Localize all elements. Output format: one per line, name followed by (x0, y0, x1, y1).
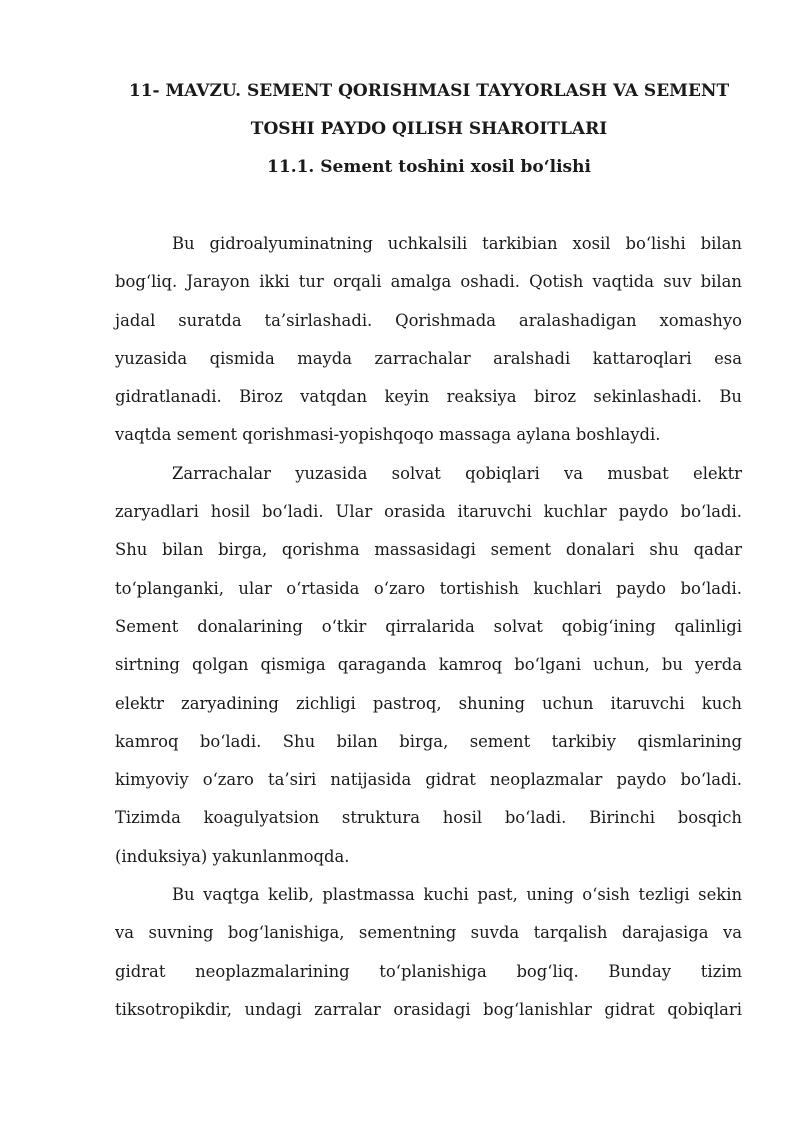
paragraph-2-line: Shu bilan birga, qorishma massasidagi sement donalari shu qadar (115, 540, 742, 560)
paragraph-3-line: tiksotropikdir, undagi zarralar orasidagi bog‘lanishlar gidrat qobiqlari (115, 999, 742, 1019)
paragraph-3-line: Bu vaqtga kelib, plastmassa kuchi past, uning o‘sish tezligi sekin (172, 885, 742, 905)
paragraph-2-line: to‘planganki, ular o‘rtasida o‘zaro tortishish kuchlari paydo bo‘ladi. (115, 578, 742, 598)
paragraph-1-line: jadal suratda ta’sirlashadi. Qorishmada aralashadigan xomashyo (115, 310, 742, 330)
paragraph-2-line: Zarrachalar yuzasida solvat qobiqlari va musbat elektr (172, 463, 742, 483)
paragraph-2-line: elektr zaryadining zichligi pastroq, shuning uchun itaruvchi kuch (115, 693, 742, 713)
paragraph-2-line: kimyoviy o‘zaro ta’siri natijasida gidrat neoplazmalar paydo bo‘ladi. (115, 770, 742, 790)
paragraph-2-line: (induksiya) yakunlanmoqda. (115, 846, 350, 866)
paragraph-2-line: sirtning qolgan qismiga qaraganda kamroq bo‘lgani uchun, bu yerda (115, 655, 742, 675)
paragraph-1-line: gidratlanadi. Biroz vatqdan keyin reaksiya biroz sekinlashadi. Bu (115, 387, 742, 407)
paragraph-1-line: vaqtda sement qorishmasi-yopishqoqo massaga aylana boshlaydi. (115, 425, 661, 445)
paragraph-2-line: Tizimda koagulyatsion struktura hosil bo‘ladi. Birinchi bosqich (115, 808, 742, 828)
paragraph-1-line: Bu gidroalyuminatning uchkalsili tarkibian xosil bo‘lishi bilan (172, 234, 742, 253)
body-text (115, 225, 742, 1029)
paragraph-1-line: yuzasida qismida mayda zarrachalar aralshadi kattaroqlari esa (115, 348, 742, 368)
paragraph-3-line: gidrat neoplazmalarining to‘planishiga bog‘liq. Bunday tizim (115, 961, 742, 981)
chapter-title-line-1: 11- MAVZU. SEMENT QORISHMASI TAYYORLASH VA SEMENT (128, 81, 730, 101)
paragraph-2-line: zaryadlari hosil bo‘ladi. Ular orasida itaruvchi kuchlar paydo bo‘ladi. (115, 502, 742, 522)
paragraph-1-line: bog‘liq. Jarayon ikki tur orqali amalga oshadi. Qotish vaqtida suv bilan (115, 272, 742, 292)
paragraph-2-line: Sement donalarining o‘tkir qirralarida solvat qobig‘ining qalinligi (115, 616, 742, 636)
section-title: 11.1. Sement toshini xosil bo‘lishi (267, 157, 591, 177)
chapter-title-line-2: TOSHI PAYDO QILISH SHAROITLARI (250, 119, 608, 139)
paragraph-3-line: va suvning bog‘lanishiga, sementning suvda tarqalish darajasiga va (115, 923, 742, 943)
paragraph-2-line: kamroq bo‘ladi. Shu bilan birga, sement tarkibiy qismlarining (115, 731, 742, 751)
